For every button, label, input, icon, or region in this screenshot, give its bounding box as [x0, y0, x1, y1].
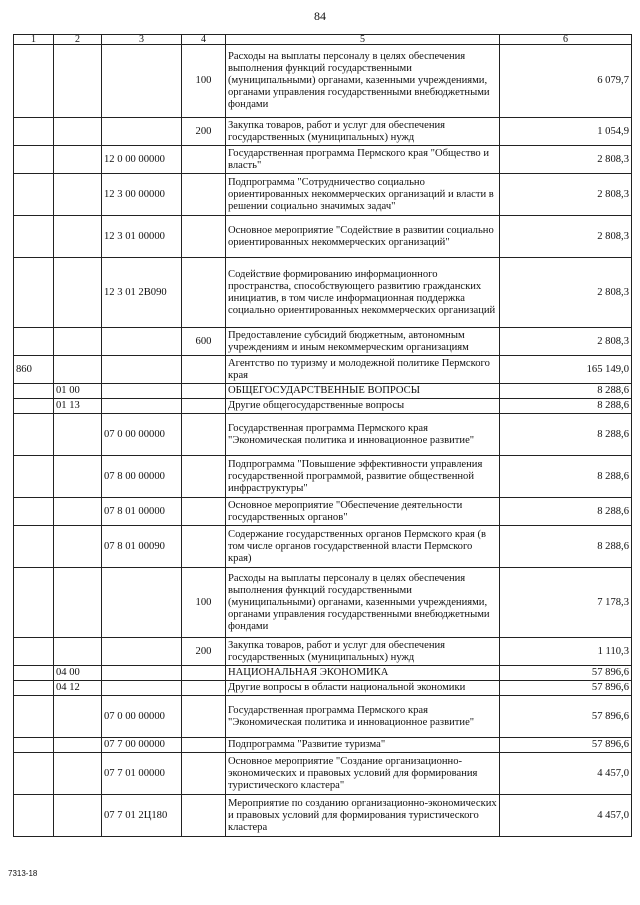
amount-cell: 2 808,3 — [500, 328, 632, 356]
expense-type-code-cell — [182, 753, 226, 795]
section-code-cell — [54, 696, 102, 738]
section-code-cell — [54, 753, 102, 795]
table-row — [14, 399, 632, 414]
table-row — [14, 384, 632, 399]
item-name-cell: Содержание государственных органов Пермского края (в том числе органов государственной власти Пермского края) — [226, 526, 500, 568]
admin-code-cell — [14, 681, 54, 696]
admin-code-cell — [14, 146, 54, 174]
expense-type-code-cell: 100 — [182, 568, 226, 638]
document-code: 7313-18 — [8, 869, 38, 878]
admin-code-cell — [14, 384, 54, 399]
amount-cell: 2 808,3 — [500, 216, 632, 258]
column-header: 1 — [14, 35, 54, 45]
expense-type-code-cell — [182, 399, 226, 414]
expense-type-code-cell — [182, 666, 226, 681]
target-article-code-cell: 12 3 01 2В090 — [102, 258, 182, 328]
table-row — [14, 414, 632, 456]
item-name-cell: Другие вопросы в области национальной экономики — [226, 681, 500, 696]
target-article-code-cell: 07 0 00 00000 — [102, 414, 182, 456]
admin-code-cell — [14, 258, 54, 328]
table-row — [14, 753, 632, 795]
table-row — [14, 258, 632, 328]
target-article-code-cell: 12 3 00 00000 — [102, 174, 182, 216]
amount-cell: 2 808,3 — [500, 174, 632, 216]
item-name-cell: Основное мероприятие "Содействие в развитии социально ориентированных некоммерческих организаций" — [226, 216, 500, 258]
target-article-code-cell: 12 3 01 00000 — [102, 216, 182, 258]
section-code-cell — [54, 414, 102, 456]
column-header: 6 — [500, 35, 632, 45]
table-row — [14, 456, 632, 498]
expense-type-code-cell: 600 — [182, 328, 226, 356]
section-code-cell: 01 13 — [54, 399, 102, 414]
amount-cell: 8 288,6 — [500, 526, 632, 568]
admin-code-cell — [14, 118, 54, 146]
admin-code-cell — [14, 399, 54, 414]
expense-type-code-cell — [182, 414, 226, 456]
admin-code-cell — [14, 328, 54, 356]
admin-code-cell — [14, 526, 54, 568]
table-row — [14, 795, 632, 837]
table-row — [14, 356, 632, 384]
item-name-cell: Содействие формированию информационного пространства, способствующего развитию гражданских инициатив, в том числе информационная поддержка социально ориентированных некоммерческих организаций — [226, 258, 500, 328]
item-name-cell: Государственная программа Пермского края "Экономическая политика и инновационное развитие" — [226, 696, 500, 738]
amount-cell: 2 808,3 — [500, 146, 632, 174]
expense-type-code-cell — [182, 258, 226, 328]
item-name-cell: Закупка товаров, работ и услуг для обеспечения государственных (муниципальных) нужд — [226, 638, 500, 666]
amount-cell: 8 288,6 — [500, 384, 632, 399]
target-article-code-cell — [102, 568, 182, 638]
admin-code-cell — [14, 498, 54, 526]
column-header: 5 — [226, 35, 500, 45]
table-row — [14, 638, 632, 666]
table-row — [14, 146, 632, 174]
section-code-cell — [54, 118, 102, 146]
target-article-code-cell — [102, 681, 182, 696]
admin-code-cell — [14, 795, 54, 837]
item-name-cell: Государственная программа Пермского края "Общество и власть" — [226, 146, 500, 174]
item-name-cell: Агентство по туризму и молодежной политике Пермского края — [226, 356, 500, 384]
item-name-cell: Предоставление субсидий бюджетным, автономным учреждениям и иным некоммерческим организациям — [226, 328, 500, 356]
table-row — [14, 498, 632, 526]
item-name-cell: Основное мероприятие "Обеспечение деятельности государственных органов" — [226, 498, 500, 526]
amount-cell: 4 457,0 — [500, 753, 632, 795]
table-row — [14, 174, 632, 216]
admin-code-cell — [14, 738, 54, 753]
item-name-cell: Расходы на выплаты персоналу в целях обеспечения выполнения функций государственными (муниципальными) органами, казенными учреждениями, органами управления государственными внебюджетными фондами — [226, 45, 500, 118]
expense-type-code-cell — [182, 498, 226, 526]
amount-cell: 6 079,7 — [500, 45, 632, 118]
amount-cell: 57 896,6 — [500, 738, 632, 753]
table-row — [14, 666, 632, 681]
amount-cell: 57 896,6 — [500, 696, 632, 738]
section-code-cell — [54, 568, 102, 638]
expense-type-code-cell — [182, 795, 226, 837]
admin-code-cell — [14, 174, 54, 216]
section-code-cell — [54, 146, 102, 174]
table-row — [14, 568, 632, 638]
section-code-cell — [54, 356, 102, 384]
admin-code-cell — [14, 696, 54, 738]
admin-code-cell — [14, 638, 54, 666]
section-code-cell — [54, 456, 102, 498]
target-article-code-cell — [102, 356, 182, 384]
target-article-code-cell: 07 0 00 00000 — [102, 696, 182, 738]
amount-cell: 2 808,3 — [500, 258, 632, 328]
section-code-cell — [54, 216, 102, 258]
target-article-code-cell: 07 7 00 00000 — [102, 738, 182, 753]
target-article-code-cell — [102, 118, 182, 146]
item-name-cell: Основное мероприятие "Создание организационно-экономических и правовых условий для формирования туристического кластера" — [226, 753, 500, 795]
table-row — [14, 328, 632, 356]
item-name-cell: ОБЩЕГОСУДАРСТВЕННЫЕ ВОПРОСЫ — [226, 384, 500, 399]
admin-code-cell — [14, 45, 54, 118]
table-row — [14, 696, 632, 738]
item-name-cell: Подпрограмма "Повышение эффективности управления государственной программой, развитие общественной инфраструктуры" — [226, 456, 500, 498]
section-code-cell — [54, 526, 102, 568]
table-row — [14, 118, 632, 146]
admin-code-cell — [14, 414, 54, 456]
amount-cell: 165 149,0 — [500, 356, 632, 384]
item-name-cell: Государственная программа Пермского края "Экономическая политика и инновационное развитие" — [226, 414, 500, 456]
section-code-cell: 04 12 — [54, 681, 102, 696]
item-name-cell: Подпрограмма "Развитие туризма" — [226, 738, 500, 753]
target-article-code-cell — [102, 666, 182, 681]
amount-cell: 7 178,3 — [500, 568, 632, 638]
target-article-code-cell: 07 8 01 00000 — [102, 498, 182, 526]
amount-cell: 8 288,6 — [500, 399, 632, 414]
page-number: 84 — [314, 9, 326, 23]
expense-type-code-cell — [182, 738, 226, 753]
amount-cell: 57 896,6 — [500, 681, 632, 696]
amount-cell: 8 288,6 — [500, 456, 632, 498]
item-name-cell: Другие общегосударственные вопросы — [226, 399, 500, 414]
section-code-cell — [54, 258, 102, 328]
target-article-code-cell — [102, 45, 182, 118]
column-header: 2 — [54, 35, 102, 45]
section-code-cell — [54, 638, 102, 666]
admin-code-cell: 860 — [14, 356, 54, 384]
table-row — [14, 216, 632, 258]
table-row — [14, 45, 632, 118]
admin-code-cell — [14, 568, 54, 638]
target-article-code-cell: 07 8 01 00090 — [102, 526, 182, 568]
column-header: 4 — [182, 35, 226, 45]
expense-type-code-cell — [182, 696, 226, 738]
expense-type-code-cell — [182, 216, 226, 258]
section-code-cell — [54, 498, 102, 526]
item-name-cell: Закупка товаров, работ и услуг для обеспечения государственных (муниципальных) нужд — [226, 118, 500, 146]
admin-code-cell — [14, 456, 54, 498]
amount-cell: 1 110,3 — [500, 638, 632, 666]
column-header: 3 — [102, 35, 182, 45]
expense-type-code-cell: 100 — [182, 45, 226, 118]
expense-type-code-cell — [182, 356, 226, 384]
table-row — [14, 738, 632, 753]
expense-type-code-cell: 200 — [182, 638, 226, 666]
amount-cell: 8 288,6 — [500, 414, 632, 456]
admin-code-cell — [14, 753, 54, 795]
section-code-cell — [54, 795, 102, 837]
target-article-code-cell: 07 8 00 00000 — [102, 456, 182, 498]
table-body — [14, 45, 632, 837]
section-code-cell — [54, 738, 102, 753]
section-code-cell — [54, 45, 102, 118]
expense-type-code-cell — [182, 681, 226, 696]
item-name-cell: Мероприятие по созданию организационно-экономических и правовых условий для формирования туристического кластера — [226, 795, 500, 837]
target-article-code-cell — [102, 328, 182, 356]
amount-cell: 1 054,9 — [500, 118, 632, 146]
table-row — [14, 526, 632, 568]
amount-cell: 4 457,0 — [500, 795, 632, 837]
expense-type-code-cell: 200 — [182, 118, 226, 146]
section-code-cell: 04 00 — [54, 666, 102, 681]
expense-type-code-cell — [182, 384, 226, 399]
item-name-cell: Подпрограмма "Сотрудничество социально ориентированных некоммерческих организаций и власти в решении социально значимых задач" — [226, 174, 500, 216]
amount-cell: 8 288,6 — [500, 498, 632, 526]
budget-table — [13, 34, 632, 837]
target-article-code-cell — [102, 399, 182, 414]
admin-code-cell — [14, 666, 54, 681]
section-code-cell — [54, 174, 102, 216]
expense-type-code-cell — [182, 146, 226, 174]
section-code-cell: 01 00 — [54, 384, 102, 399]
item-name-cell: НАЦИОНАЛЬНАЯ ЭКОНОМИКА — [226, 666, 500, 681]
expense-type-code-cell — [182, 526, 226, 568]
target-article-code-cell: 12 0 00 00000 — [102, 146, 182, 174]
table-header — [14, 35, 632, 45]
expense-type-code-cell — [182, 174, 226, 216]
target-article-code-cell — [102, 638, 182, 666]
item-name-cell: Расходы на выплаты персоналу в целях обеспечения выполнения функций государственными (муниципальными) органами, казенными учреждениями, органами управления государственными внебюджетными фондами — [226, 568, 500, 638]
amount-cell: 57 896,6 — [500, 666, 632, 681]
target-article-code-cell: 07 7 01 2Ц180 — [102, 795, 182, 837]
section-code-cell — [54, 328, 102, 356]
target-article-code-cell: 07 7 01 00000 — [102, 753, 182, 795]
admin-code-cell — [14, 216, 54, 258]
table-row — [14, 681, 632, 696]
target-article-code-cell — [102, 384, 182, 399]
expense-type-code-cell — [182, 456, 226, 498]
